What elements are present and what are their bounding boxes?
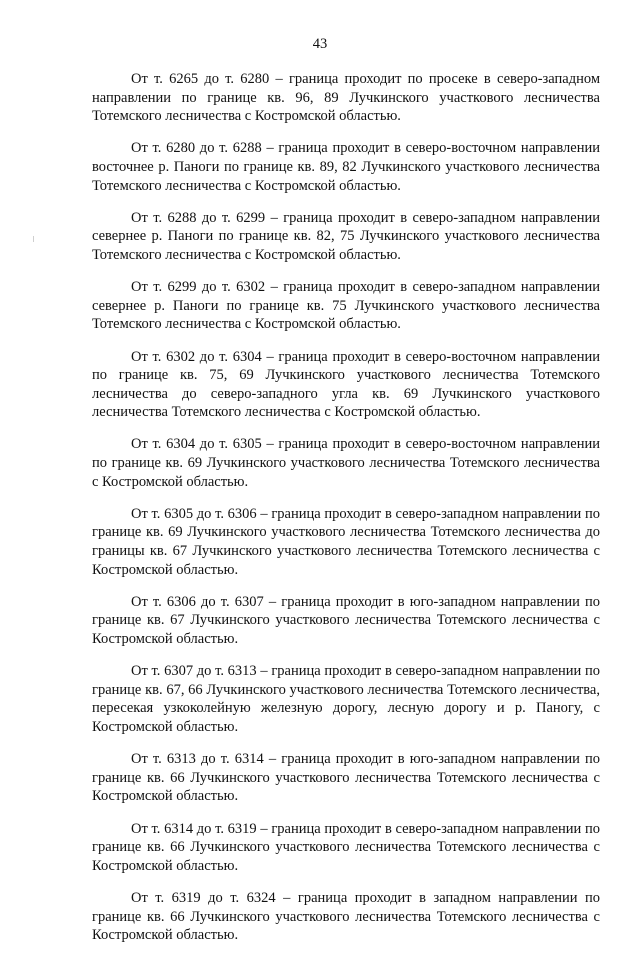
paragraph-6306-6307: От т. 6306 до т. 6307 – граница проходит в юго-западном направлении по границе кв. 67 Лучкинского участкового лесничества Тотемского лесничества с Костромской областью. (92, 593, 600, 647)
document-body (92, 70, 600, 958)
paragraph-6313-6314: От т. 6313 до т. 6314 – граница проходит в юго-западном направлении по границе кв. 66 Лучкинского участкового лесничества Тотемского лесничества с Костромской областью. (92, 751, 600, 805)
paragraph-6304-6305: От т. 6304 до т. 6305 – граница проходит в северо-восточном направлении по границе кв. 69 Лучкинского участкового лесничества Тотемского лесничества с Костромской областью. (92, 436, 600, 490)
paragraph-6302-6304: От т. 6302 до т. 6304 – граница проходит в северо-восточном направлении по границе кв. 75, 69 Лучкинского участкового лесничества Тотемского лесничества до северо-западного угла кв. 69 Лучкинского участкового лесничества Тотемского лесничества с Костромской областью. (92, 348, 600, 421)
paragraph-6307-6313: От т. 6307 до т. 6313 – граница проходит в северо-западном направлении по границе кв. 67, 66 Лучкинского участкового лесничества Тотемского лесничества, пересекая узкоколейную железную дорогу, лесную дорогу и р. Паногу, с Костромской областью. (92, 663, 600, 735)
paragraph-6319-6324: От т. 6319 до т. 6324 – граница проходит в западном направлении по границе кв. 66 Лучкинского участкового лесничества Тотемского лесничества с Костромской областью. (92, 889, 600, 944)
paragraph-6265-6280: От т. 6265 до т. 6280 – граница проходит по просеке в северо-западном направлении по границе кв. 96, 89 Лучкинского участкового лесничества Тотемского лесничества с Костромской областью. (92, 71, 600, 125)
paragraph-6280-6288: От т. 6280 до т. 6288 – граница проходит в северо-восточном направлении восточнее р. Паноги по границе кв. 89, 82 Лучкинского участкового лесничества Тотемского лесничества с Костромской областью. (92, 140, 600, 194)
page-number: 43 (312, 36, 328, 52)
paragraph-6305-6306: От т. 6305 до т. 6306 – граница проходит в северо-западном направлении по границе кв. 69 Лучкинского участкового лесничества Тотемского лесничества до границы кв. 67 Лучкинского участкового лесничества Тотемского лесничества с Костромской областью. (92, 505, 600, 578)
paragraph-6299-6302: От т. 6299 до т. 6302 – граница проходит в северо-западном направлении севернее р. Паноги по границе кв. 75 Лучкинского участкового лесничества Тотемского лесничества с Костромской областью. (92, 279, 600, 333)
margin-mark (33, 236, 34, 242)
paragraph-6288-6299: От т. 6288 до т. 6299 – граница проходит в северо-западном направлении севернее р. Паноги по границе кв. 82, 75 Лучкинского участкового лесничества Тотемского лесничества с Костромской областью. (92, 209, 600, 263)
paragraph-6314-6319: От т. 6314 до т. 6319 – граница проходит в северо-западном направлении по границе кв. 66 Лучкинского участкового лесничества Тотемского лесничества с Костромской областью. (92, 820, 600, 874)
